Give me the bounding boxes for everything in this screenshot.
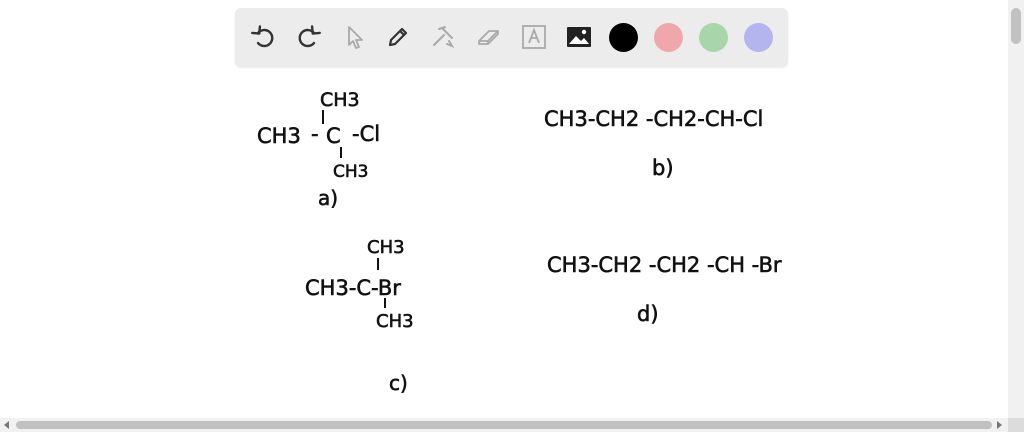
scrollbar-corner xyxy=(1008,418,1024,432)
color-pink-swatch[interactable] xyxy=(654,23,683,52)
undo-icon[interactable] xyxy=(248,21,280,53)
color-black-swatch[interactable] xyxy=(609,23,638,52)
select-pointer-icon[interactable] xyxy=(338,21,370,53)
horizontal-scroll-thumb[interactable] xyxy=(16,421,992,429)
horizontal-scrollbar[interactable] xyxy=(0,418,1008,432)
text-icon[interactable] xyxy=(518,21,550,53)
vertical-scrollbar[interactable] xyxy=(1008,0,1024,418)
c-main-chain: CH3-C-Br xyxy=(305,276,401,300)
eraser-icon[interactable] xyxy=(473,21,505,53)
c-top-group: CH3 xyxy=(367,237,405,258)
scroll-left-icon[interactable] xyxy=(4,421,9,429)
color-green-swatch[interactable] xyxy=(699,23,728,52)
a-label: a) xyxy=(318,186,339,210)
b-label: b) xyxy=(652,156,674,180)
c-bottom-group: CH3 xyxy=(376,311,414,332)
b-chain: CH3-CH2 -CH2-CH-Cl xyxy=(544,107,764,131)
c-label: c) xyxy=(389,371,408,395)
vertical-scroll-thumb[interactable] xyxy=(1011,8,1021,44)
d-chain: CH3-CH2 -CH2 -CH -Br xyxy=(547,253,782,277)
redo-icon[interactable] xyxy=(292,21,324,53)
scroll-right-icon[interactable] xyxy=(997,421,1002,429)
a-top-group: CH3 xyxy=(320,89,360,111)
color-purple-swatch[interactable] xyxy=(744,23,773,52)
d-label: d) xyxy=(637,302,659,326)
a-center-carbon: C xyxy=(326,124,341,148)
a-dash: - xyxy=(311,122,319,146)
tools-icon[interactable] xyxy=(427,21,459,53)
a-right-group: -Cl xyxy=(352,122,381,146)
a-bottom-group: CH3 xyxy=(333,162,369,182)
pen-icon[interactable] xyxy=(382,21,414,53)
a-left-group: CH3 xyxy=(257,124,301,148)
image-icon[interactable] xyxy=(563,21,595,53)
drawing-toolbar xyxy=(235,8,788,67)
